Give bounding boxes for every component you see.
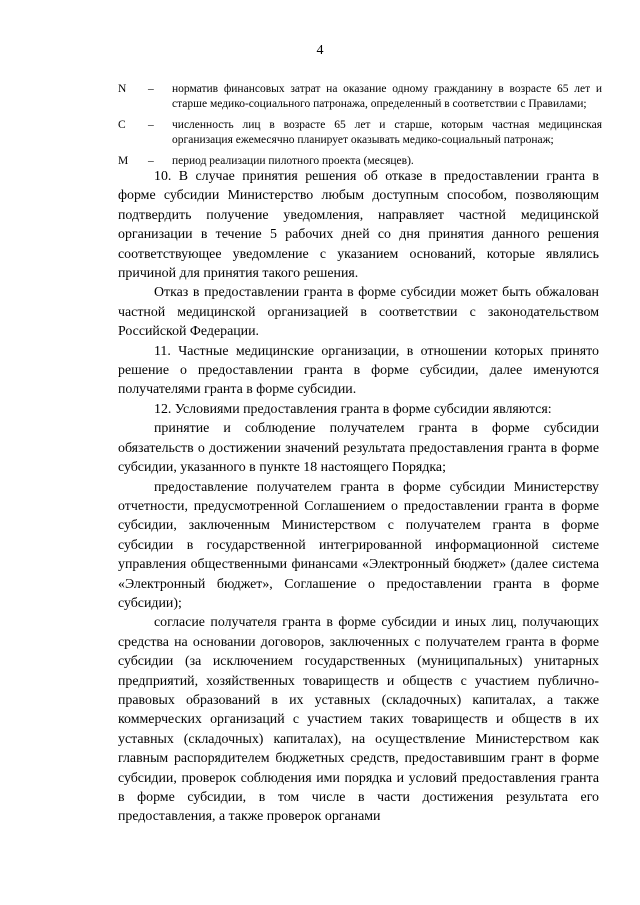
definition-item xyxy=(118,118,602,147)
definition-text: численность лиц в возрасте 65 лет и старше, которым частная медицинская организация ежемесячно планирует оказывать медико-социальный патронаж; xyxy=(172,119,602,146)
definition-symbol: N xyxy=(118,83,127,95)
paragraph-10: 10. В случае принятия решения об отказе в предоставлении гранта в форме субсидии Министерство любым доступным способом, позволяющим подтвердить получение уведомления, направляет частной медицинской организации в течение 5 рабочих дней со дня принятия данного решения соответствующее уведомление с указанием оснований, которые являлись причиной для принятия такого решения. xyxy=(118,169,599,282)
definition-item xyxy=(118,82,602,111)
definition-text: период реализации пилотного проекта (месяцев). xyxy=(172,155,414,167)
paragraph-11: 11. Частные медицинские организации, в отношении которых принято решение о предоставлении гранта в форме субсидии, далее именуются получателями гранта в форме субсидии. xyxy=(118,343,599,398)
paragraph-condition-reporting: предоставление получателем гранта в форме субсидии Министерству отчетности, предусмотренной Соглашением о предоставлении гранта в форме субсидии, заключенным Министерством с получателем гранта в форме субсидии в государственной интегрированной информационной системе управления общественными финансами «Электронный бюджет» (далее система «Электронный бюджет», Соглашение о предоставлении гранта в форме субсидии); xyxy=(118,479,599,611)
paragraph-12: 12. Условиями предоставления гранта в форме субсидии являются: xyxy=(154,401,552,417)
document-body xyxy=(118,167,599,827)
definition-symbol: C xyxy=(118,119,126,131)
paragraph-refusal-appeal: Отказ в предоставлении гранта в форме субсидии может быть обжалован частной медицинской организацией в соответствии с законодательством Российской Федерации. xyxy=(118,285,599,340)
paragraph-condition-obligations: принятие и соблюдение получателем гранта в форме субсидии обязательств о достижении значений результата предоставления гранта в форме субсидии, указанного в пункте 18 настоящего Порядка; xyxy=(118,421,599,476)
paragraph-condition-consent: согласие получателя гранта в форме субсидии и иных лиц, получающих средства на основании договоров, заключенных с получателем гранта в форме субсидии (за исключением государственных (муниципальных) унитарных предприятий, хозяйственных товариществ и обществ с участием публично-правовых образований в их уставных (складочных) капиталах, а также коммерческих организаций с участием таких товариществ и обществ в их уставных (складочных) капиталах), на осуществление Министерством как главным распорядителем бюджетных средств, предоставившим грант в форме субсидии, проверок соблюдения ими порядка и условий предоставления гранта в форме субсидии, в том числе в части достижения результата его предоставления, а также проверок органами xyxy=(118,615,599,825)
definition-symbol: M xyxy=(118,155,129,167)
definition-dash: – xyxy=(148,119,154,131)
page-number: 4 xyxy=(316,43,324,58)
definition-dash: – xyxy=(148,155,154,167)
definition-dash: – xyxy=(148,83,154,95)
definitions-list xyxy=(118,82,602,176)
definition-text: норматив финансовых затрат на оказание одному гражданину в возрасте 65 лет и старше медико-социального патронажа, определенный в соответствии с Правилами; xyxy=(172,83,602,110)
